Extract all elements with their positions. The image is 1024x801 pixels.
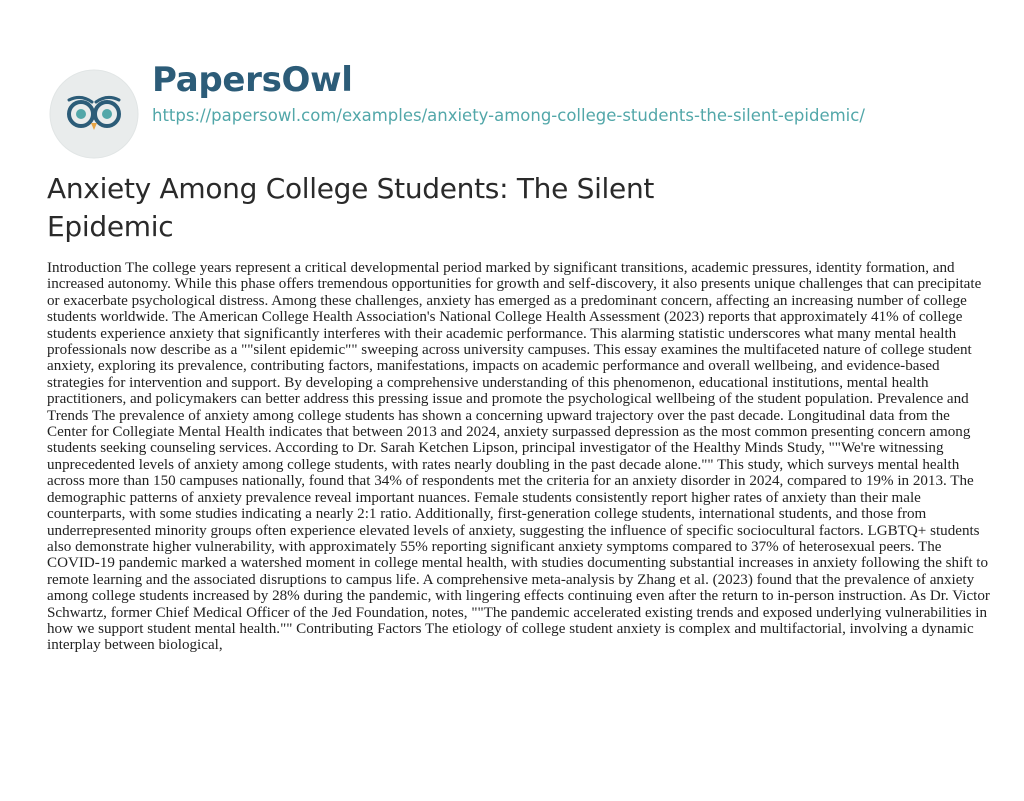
- article-body: Introduction The college years represent a critical developmental period marked by significant transitions, academic pressures, identity formation, and increased autonomy. While this phase offers tremendous opportunities for growth and self-discovery, it also presents unique challenges that can precipitate or exacerbate psychological distress. Among these challenges, anxiety has emerged as a predominant concern, affecting an increasing number of college students worldwide. The American College Health Association's National College Health Assessment (2023) reports that approximately 41% of college students experience anxiety that significantly interferes with their academic performance. This alarming statistic underscores what many mental health professionals now describe as a ""silent epidemic"" sweeping across university campuses. This essay examines the multifaceted nature of college student anxiety, exploring its prevalence, contributing factors, manifestations, impacts on academic performance and overall wellbeing, and evidence-based strategies for intervention and support. By developing a comprehensive understanding of this phenomenon, educational institutions, mental health practitioners, and policymakers can better address this pressing issue and promote the psychological wellbeing of the student population. Prevalence and Trends The prevalence of anxiety among college students has shown a concerning upward trajectory over the past decade. Longitudinal data from the Center for Collegiate Mental Health indicates that between 2013 and 2024, anxiety surpassed depression as the most common presenting concern among students seeking counseling services. According to Dr. Sarah Ketchen Lipson, principal investigator of the Healthy Minds Study, ""We're witnessing unprecedented levels of anxiety among college students, with rates nearly doubling in the past decade alone."" This study, which surveys mental health across more than 150 campuses nationally, found that 34% of respondents met the criteria for an anxiety disorder in 2024, compared to 19% in 2013. The demographic patterns of anxiety prevalence reveal important nuances. Female students consistently report higher rates of anxiety than their male counterparts, with some studies indicating a nearly 2:1 ratio. Additionally, first-generation college students, international students, and those from underrepresented minority groups often experience elevated levels of anxiety, suggesting the influence of specific sociocultural factors. LGBTQ+ students also demonstrate higher vulnerability, with approximately 55% reporting significant anxiety symptoms compared to 37% of heterosexual peers. The COVID-19 pandemic marked a watershed moment in college mental health, with studies documenting substantial increases in anxiety following the shift to remote learning and the associated disruptions to campus life. A comprehensive meta-analysis by Zhang et al. (2023) found that the prevalence of anxiety among college students increased by 28% during the pandemic, with lingering effects continuing even after the return to in-person instruction. As Dr. Victor Schwartz, former Chief Medical Officer of the Jed Foundation, notes, ""The pandemic accelerated existing trends and exposed underlying vulnerabilities in how we support student mental health."" Contributing Factors The etiology of college student anxiety is complex and multifactorial, involving a dynamic interplay between biological,: [47, 260, 990, 654]
- owl-logo-icon: [48, 68, 140, 160]
- article-url-link[interactable]: https://papersowl.com/examples/anxiety-among-college-students-the-silent-epidemic/: [152, 106, 865, 125]
- site-header: [48, 40, 988, 140]
- article-title: Anxiety Among College Students: The Silent Epidemic: [47, 172, 655, 243]
- brand-name: PapersOwl: [152, 60, 353, 100]
